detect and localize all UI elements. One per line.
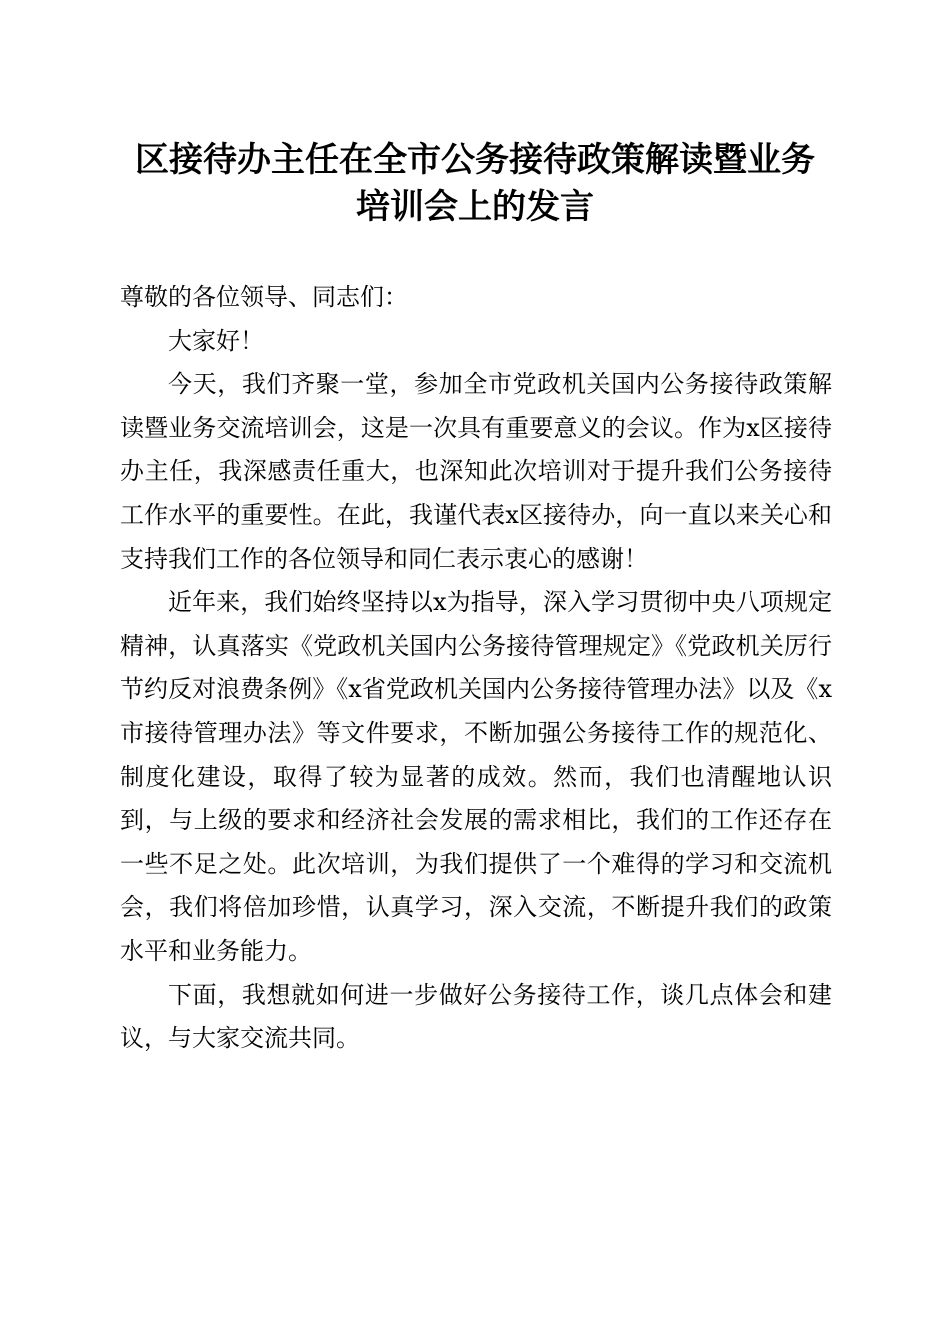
document-title-line-1: 区接待办主任在全市公务接待政策解读暨业务: [135, 140, 815, 180]
paragraph-greeting: 大家好！: [168, 326, 264, 355]
document-body: [120, 276, 832, 1061]
paragraph-transition: 下面，我想就如何进一步做好公务接待工作，谈几点体会和建议，与大家交流共同。: [120, 980, 832, 1053]
salutation: 尊敬的各位领导、同志们：: [120, 283, 408, 311]
paragraph-achievements: 近年来，我们始终坚持以x为指导，深入学习贯彻中央八项规定精神，认真落实《党政机关国内公务接待管理规定》《党政机关厉行节约反对浪费条例》《x省党政机关国内公务接待管理办法》以及《x市接待管理办法》等文件要求，不断加强公务接待工作的规范化、制度化建设，取得了较为显著的成效。然而，我们也清醒地认识到，与上级的要求和经济社会发展的需求相比，我们的工作还存在一些不足之处。此次培训，为我们提供了一个难得的学习和交流机会，我们将倍加珍惜，认真学习，深入交流，不断提升我们的政策水平和业务能力。: [120, 588, 832, 965]
paragraph-opening: 今天，我们齐聚一堂，参加全市党政机关国内公务接待政策解读暨业务交流培训会，这是一次具有重要意义的会议。作为x区接待办主任，我深感责任重大，也深知此次培训对于提升我们公务接待工作水平的重要性。在此，我谨代表x区接待办，向一直以来关心和支持我们工作的各位领导和同仁表示衷心的感谢！: [120, 370, 832, 573]
document-title-line-2: 培训会上的发言: [356, 187, 594, 227]
